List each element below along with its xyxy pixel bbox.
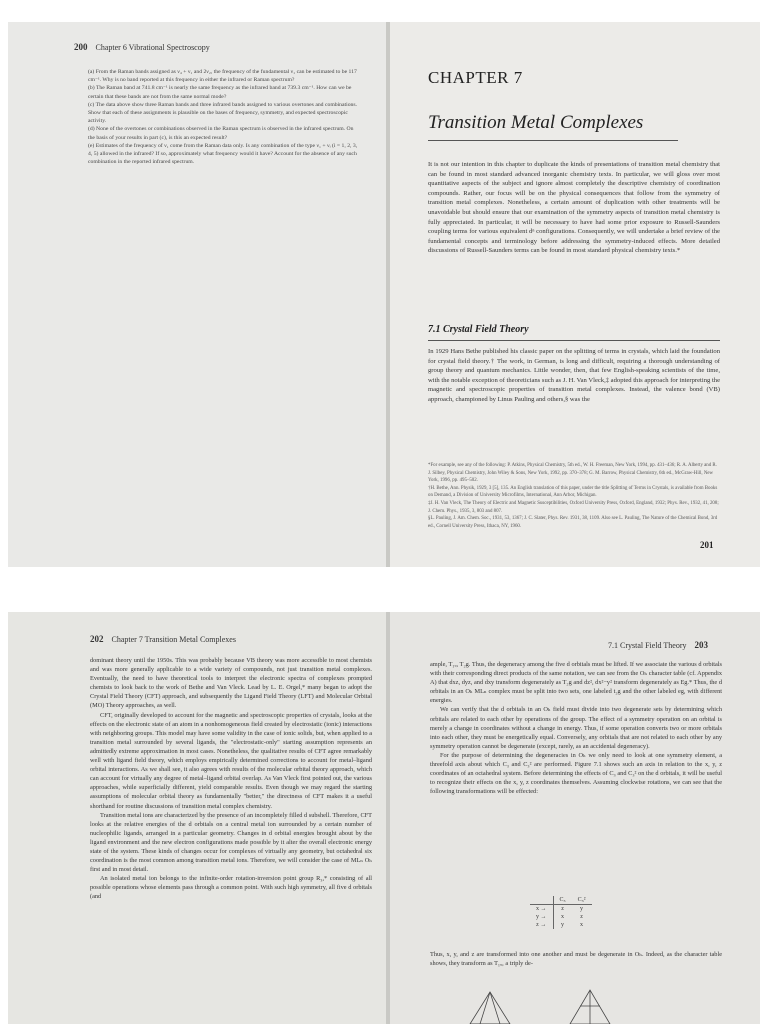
running-title: 7.1 Crystal Field Theory: [608, 641, 687, 650]
table-row: [530, 913, 592, 921]
paragraph: ample, T₁ᵤ, T₂g. Thus, the degeneracy among the five d orbitals must be lifted. If we associate the various d orbitals with their corresponding direct products of the same notation, we can see from the Oₕ character table (cf. Appendix A) that dxz, dyz, and dxy transform degenerately as T₂g and dz², dx²−y² transform degenerately as Eg.* Thus, the d orbitals in an Oₕ MLₙ complex must be split into two sets, one labeled t₂g and the other labeled eg, with different energies.: [430, 661, 722, 705]
octahedron-left: [470, 992, 510, 1024]
intro-paragraph: It is not our intention in this chapter to duplicate the kinds of presentations of transition metal chemistry that can be found in most standard advanced inorganic chemistry texts. In particular, we will gloss over most quantitative aspects of the subject and ignore almost completely the descriptive chemistry of coordination compounds. Rather, our focus will be on the physical consequences that follow from the symmetry of transition metal complexes. Nonetheless, a certain amount of duplication with other treatments will be unavoidable but should ensure that our examination of the symmetry aspects of transition metal chemistry is fully appreciated. In particular, it will be necessary to have had some prior exposure to Russell-Saunders coupling terms for various equivalent dⁿ configurations. Consequently, we will undertake a brief review of the fundamental concepts and terminology before addressing the symmetry-induced effects. More detailed discussions of Russell-Saunders terms can be found in most standard physical chemistry texts.*: [428, 161, 720, 255]
table-header: C₃²: [572, 896, 592, 905]
page-200: [8, 22, 386, 567]
section-paragraph: In 1929 Hans Bethe published his classic paper on the splitting of terms in crystals, which laid the foundation for crystal field theory.† The work, in German, is long and difficult, requiring a thorough understanding of group theory and quantum mechanics. Little wonder, then, that few English-speaking scientists of the time, with the notable exception of theoreticians such as J. H. Van Vleck,‡ adopted this approach for interpreting the magnetic and spectroscopic properties of transition metal complexes. Instead, the valence bond (VB) approach, championed by Linus Pauling and others,§ was the: [428, 348, 720, 403]
section-heading: 7.1 Crystal Field Theory: [428, 324, 529, 335]
exercise-item: (c) The data above show three Raman bands and three infrared bands assigned to various overtones and combinations. Show that each of these assignments is plausible on the bases of frequency, symmetry, and expected spectroscopic activity.: [88, 101, 358, 125]
running-head: [608, 640, 708, 650]
table-cell: x: [561, 914, 565, 920]
table-header: C₃: [553, 896, 572, 905]
paragraph: Thus, x, y, and z are transformed into one another and must be degenerate in Oₕ. Indeed, as the character table shows, they transform as T₁ᵤ, a triply de-: [430, 951, 722, 968]
chapter-number: CHAPTER 7: [428, 68, 523, 87]
footnote: ‡J. H. Van Vleck, The Theory of Electric and Magnetic Susceptibilities, Oxford University Press, Oxford, England, 1932; Phys. Rev., 1932, 41, 208; J. Chem. Phys., 1935, 3, 803 and 807.: [428, 500, 719, 514]
page-number: 201: [700, 540, 714, 550]
page-201: [390, 22, 760, 567]
exercise-item: (d) None of the overtones or combinations observed in the Raman spectrum is observed in the infrared spectrum. On the basis of your results in part (c), is this an expected result?: [88, 126, 354, 141]
paragraph: CFT, originally developed to account for the magnetic and spectroscopic properties of crystals, looks at the effects on the electronic state of an atom in a nonhomogeneous field created by electrostatic (ionic) interactions with neighboring groups. This model may have some validity in the case of ionic solids, but, when applied to a transition metal surrounded by several ligands, the "electrostatic-only" starting assumption represents an admittedly extreme approximation in most cases. Nonetheless, the qualitative results of CFT agree remarkably well with ligand field theory, which employs empirically determined corrections to account for metal–ligand orbital interactions. As we shall see, it also agrees with results of the molecular orbital theory approach, which can account for virtually any degree of metal–ligand orbital overlap. As Van Vleck first pointed out, the various approaches, while superficially different, yield comparable results. Even though we may regard the starting assumptions of molecular orbital theory as fundamentally "better," the directness of CFT makes it a useful shorthand for routine discussions of transition metal complex chemistry.: [90, 711, 372, 810]
exercise-item: (a) From the Raman bands assigned as ν₄ + ν₁ and 2ν₂, the frequency of the fundamental ν₁ can be estimated to be 117 cm⁻¹. Why is no band reported at this frequency in either the infrared or Raman spectrum?: [88, 69, 357, 84]
footnotes: [428, 462, 720, 530]
table-cell: z: [561, 906, 564, 912]
transformation-table: [530, 896, 592, 929]
title-rule: [428, 140, 678, 141]
page-203: [390, 612, 760, 1024]
exercise-item: (e) Estimates of the frequency of ν₁ come from the Raman data only. Is any combination of the type ν₁ + νᵢ (i = 1, 2, 3, 4, 5) allowed in the infrared? If so, approximately what frequency would it have? Account for the absence of any such combination in the reported infrared spectrum.: [88, 142, 358, 166]
table-cell: y: [561, 922, 565, 928]
page-number: 200: [74, 42, 88, 52]
page-number: 203: [694, 640, 709, 650]
running-head: [74, 42, 210, 52]
table-cell: y: [580, 906, 584, 912]
paragraph: dominant theory until the 1950s. This was probably because VB theory was more accessible to most chemists and was more generally applicable to a wide variety of compounds, not just transition metal complexes. Eventually, the need to have theoretical tools to interpret the electronic spectra of complexes prompted chemists to look back to the work of Bethe and Van Vleck. Lead by L. E. Orgel,* many began to adopt the Crystal Field Theory (CFT) approach, and subsequently the Ligand Field Theory (LFT) and Molecular Orbital (MO) Theory approaches, as well.: [90, 657, 372, 710]
table-cell: z: [580, 914, 583, 920]
body-text: [90, 656, 372, 902]
paragraph: An isolated metal ion belongs to the infinite-order rotation-inversion point group R₃,* consisting of all possible operations whose elements pass through a common point. With such high symmetry, all five d orbitals (and: [90, 875, 372, 901]
table-header-row: [530, 896, 592, 905]
running-title: Chapter 7 Transition Metal Complexes: [111, 635, 236, 644]
table-cell: x →: [530, 905, 553, 914]
exercise-list: [88, 68, 360, 166]
section-rule: [428, 340, 720, 341]
footnote: §L. Pauling, J. Am. Chem. Soc., 1931, 53, 1367; J. C. Slater, Phys. Rev. 1931, 38, 1109. Also see L. Pauling, The Nature of the Chemical Bond, 3rd ed., Cornell University Press, Ithaca, NY, 1960.: [428, 516, 718, 529]
bottom-spread: [8, 612, 760, 1024]
chapter-title: Transition Metal Complexes: [428, 112, 644, 133]
table-cell: y →: [530, 913, 553, 921]
running-title: Chapter 6 Vibrational Spectroscopy: [95, 43, 210, 52]
paragraph: Transition metal ions are characterized by the presence of an incompletely filled d subshell. Therefore, CFT looks at the relative energies of the d orbitals on a central metal ion surrounded by a certain number of nucleophilic ligands, arranged in a particular geometry. Changes in d orbital energies brought about by the ligand environment and the new electron configurations made possible by it alter the overall electronic energy state of the system. These kinds of changes occur for complexes of virtually any geometry, but octahedral six coordination is the most common among transition metal ions. Therefore, we will consider the case of MLₙ Oₕ first and in most detail.: [90, 811, 372, 874]
octahedron-figure: [450, 986, 650, 1024]
exercise-item: (b) The Raman band at 741.8 cm⁻¹ is nearly the same frequency as the infrared band at 739.3 cm⁻¹. How can we be certain that these bands are not from the same normal mode?: [88, 85, 352, 100]
paragraph: For the purpose of determining the degeneracies in Oₕ we only need to look at one symmetry element, a threefold axis about which C₃ and C₃² are performed. Figure 7.1 shows such an axis in relation to the x, y, z coordinates of an octahedral system. Before determining the effects of C₃ and C₃² on the d orbitals, it will be useful to recognize their effects on the x, y, z coordinates themselves. Assuming clockwise rotations, we can see that the following transformations will be effected:: [430, 751, 722, 796]
footnote: †H. Bethe, Ann. Physik, 1929, 3 [5], 135. An English translation of this paper, under the title Splitting of Terms in Crystals, is available from Books on Demand, a Division of University Microfilms, International, Ann Arbor, Michigan.: [428, 485, 718, 499]
page-202: [8, 612, 386, 1024]
table-cell: x: [580, 922, 584, 928]
body-text: [430, 660, 722, 796]
table-row: [530, 905, 592, 914]
table-row: [530, 921, 592, 929]
table-header: [530, 896, 553, 905]
top-spread: [8, 22, 760, 567]
footnote: *For example, see any of the following: P. Atkins, Physical Chemistry, 5th ed., W. H. Freeman, New York, 1994, pp. 431–436; R. A. Alberty and R. J. Silbey, Physical Chemistry, John Wiley & Sons, New York, 1992, pp. 370–378; G. M. Barrow, Physical Chemistry, 6th ed., McGraw-Hill, New York, 1996, pp. 495–502.: [428, 463, 717, 484]
paragraph: We can verify that the d orbitals in an Oₕ field must divide into two degenerate sets by determining which orbitals are related to each other by operations of the group. The effect of a symmetry operation on an orbital is merely a change in coordinates without a change in energy. Thus, if some operation converts two or more orbitals into each other, they must be energetically equal. Conversely, any orbitals that are not related to each other by any symmetry operation cannot be degenerate (except, rarely, as an accidental degeneracy).: [430, 706, 722, 750]
table-cell: z →: [530, 921, 553, 929]
running-head: [90, 634, 236, 644]
page-number: 202: [90, 634, 104, 644]
